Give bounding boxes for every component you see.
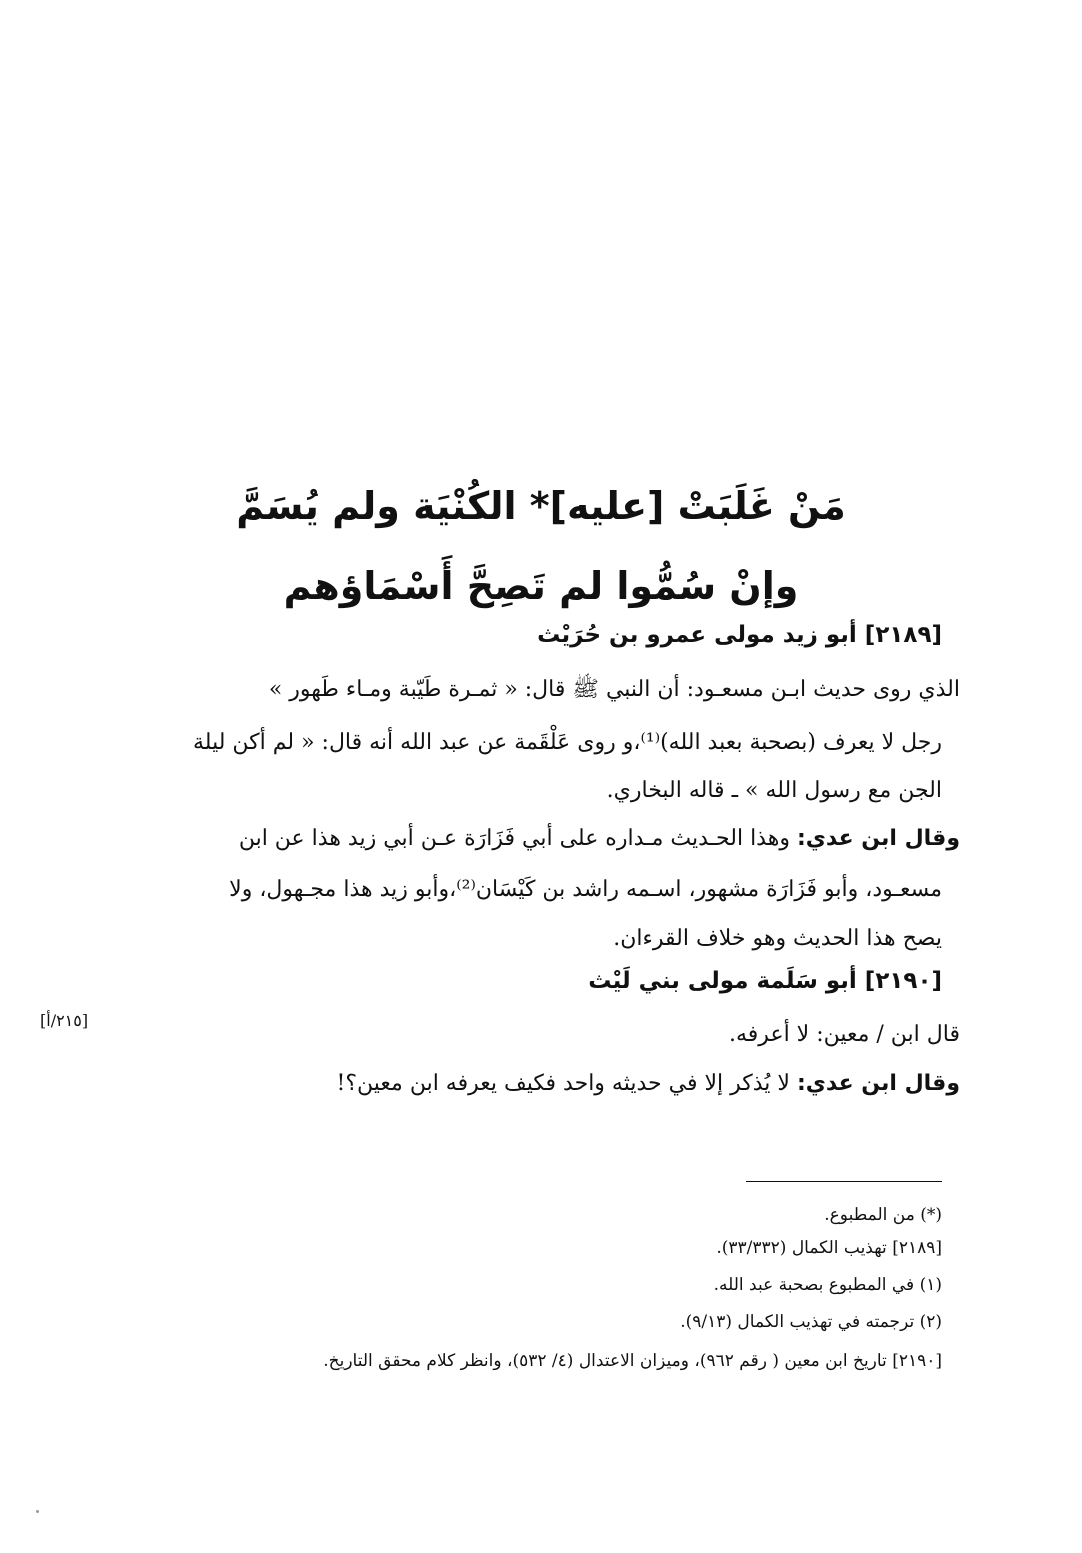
entry-2190-ibn-adi-line [337, 1071, 960, 1097]
footnote-item: (١) في المطبوع بصحبة عبد الله. [713, 1275, 942, 1295]
entry-2189-ibn-adi-line-1 [239, 826, 960, 852]
footnote-item: (٢) ترجمته في تهذيب الكمال (٩/١٣). [680, 1312, 942, 1332]
entry-2189-ibn-adi-line-3: يصح هذا الحديث وهو خلاف القرءان. [613, 926, 942, 951]
footnote-item: [٢١٨٩] تهذيب الكمال (٣٣/٣٣٢). [716, 1238, 942, 1258]
ibn-adi-lead: وقال ابن عدي: [796, 826, 960, 851]
entry-2189-text-line-1: الذي روى حديث ابـن مسعـود: أن النبي ﷺ قال: « ثمـرة طَيّبة ومـاء طَهور » [268, 677, 960, 702]
chapter-title-line-1: مَنْ غَلَبَتْ [عليه]* الكُنْيَة ولم يُسَمَّ [236, 484, 846, 528]
ibn-adi-lead: وقال ابن عدي: [796, 1071, 960, 1096]
entry-2190-heading: [٢١٩٠] أبو سَلَمة مولى بني لَيْث [588, 968, 942, 994]
ibn-adi-text: وهذا الحـديث مـداره على أبي فَزَارَة عـن أبي زيد هذا عن ابن [238, 826, 797, 851]
entry-2190-text-line-1: قال ابن / معين: لا أعرفه. [729, 1022, 960, 1047]
scan-speck [36, 1510, 39, 1513]
chapter-title-line-2: وإنْ سُمُّوا لم تَصِحَّ أَسْمَاؤهم [283, 564, 799, 608]
footnote-separator [746, 1181, 942, 1182]
entry-2189-text-line-2: رجل لا يعرف (بصحبة بعبد الله)⁽¹⁾،و روى عَلْقَمة عن عبد الله أنه قال: « لم أكن ليلة [193, 730, 942, 755]
entry-2189-text-line-3: الجن مع رسول الله » ـ قاله البخاري. [606, 778, 942, 803]
ibn-adi-text: لا يُذكر إلا في حديثه واحد فكيف يعرفه ابن معين؟! [336, 1071, 797, 1096]
footnote-item: [٢١٩٠] تاريخ ابن معين ( رقم ٩٦٢)، وميزان الاعتدال (٤/ ٥٣٢)، وانظر كلام محقق التاريخ. [323, 1351, 942, 1371]
manuscript-folio-reference: [٢١٥/أ] [40, 1011, 89, 1030]
entry-2189-ibn-adi-line-2: مسعـود، وأبو فَزَارَة مشهور، اسـمه راشد بن كَيْسَان⁽²⁾،وأبو زيد هذا مجـهول، ولا [229, 877, 942, 902]
footnote-item: (*) من المطبوع. [824, 1205, 942, 1225]
entry-2189-heading: [٢١٨٩] أبو زيد مولى عمرو بن حُرَيْث [537, 622, 942, 648]
